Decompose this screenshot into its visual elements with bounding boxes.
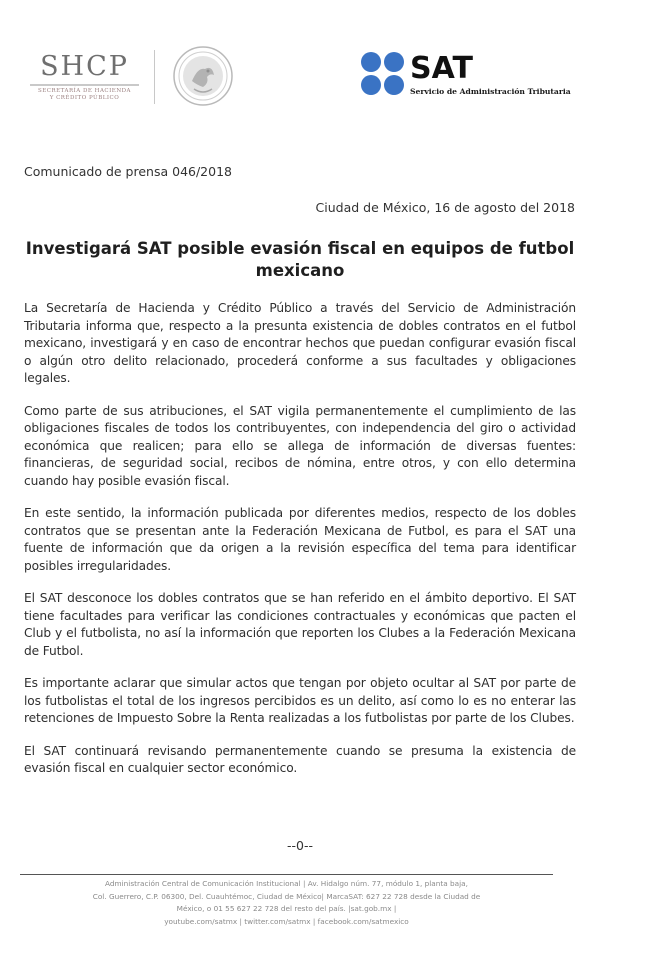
sat-acronym: SAT [410, 51, 473, 86]
shcp-acronym: SHCP [40, 51, 129, 82]
footer-line-2: Col. Guerrero, C.P. 06300, Del. Cuauhtémoc, Ciudad de México| MarcaSAT: 627 22 728 desde la Ciudad de [92, 891, 481, 901]
sat-logo-dots-icon [360, 51, 406, 97]
footer-contact [20, 878, 553, 928]
press-release-body [24, 300, 576, 793]
footer-line-4: youtube.com/satmx | twitter.com/satmx | facebook.com/satmexico [164, 916, 409, 926]
national-seal-icon [172, 45, 234, 107]
title-line-1: Investigará SAT posible evasión fiscal en equipos de futbol [25, 239, 575, 258]
body-paragraph-2: Como parte de sus atribuciones, el SAT vigila permanentemente el cumplimiento de las obligaciones fiscales de todos los contribuyentes, con independencia del giro o actividad económica que realicen; para ello se allega de información de diversas fuentes: financieras, de seguridad social, recibos de nómina, entre otros, y con ello determina cuando hay posible evasión fiscal. [24, 403, 576, 488]
body-paragraph-4: El SAT desconoce los dobles contratos que se han referido en el ámbito deportivo. El SAT tiene facultades para verificar las condiciones contractuales y económicas que pacten el Club y el futbolista, no así la información que reporten los Clubes a la Federación Mexicana de Futbol. [24, 591, 576, 658]
shcp-subtitle-line2: Y CRÉDITO PÚBLICO [49, 95, 120, 101]
place-and-date: Ciudad de México, 16 de agosto del 2018 [315, 200, 575, 215]
shcp-subtitle-line1: SECRETARÍA DE HACIENDA [37, 88, 132, 94]
body-paragraph-5: Es importante aclarar que simular actos que tengan por objeto ocultar al SAT por parte de los futbolistas el total de los ingresos percibidos es un delito, así como lo es no enterar las retenciones de Impuesto Sobre la Renta realizadas a los futbolistas por parte de los Clubes. [24, 676, 576, 725]
body-paragraph-6: El SAT continuará revisando permanentemente cuando se presuma la existencia de evasión fiscal en cualquier sector económico. [24, 743, 576, 775]
end-separator: --0-- [287, 838, 313, 853]
footer-line-3: México, o 01 55 627 22 728 del resto del país. |sat.gob.mx | [176, 904, 397, 913]
shcp-logo-rule [30, 84, 139, 86]
body-paragraph-3: En este sentido, la información publicada por diferentes medios, respecto de los dobles contratos que se presentan ante la Federación Mexicana de Futbol, es para el SAT una fuente de información que da origen a la revisión específica del tema para identificar posibles irregularidades. [24, 506, 576, 573]
footer-line-1: Administración Central de Comunicación Institucional | Av. Hidalgo núm. 77, módulo 1, planta baja, [105, 879, 468, 888]
footer-rule [20, 874, 553, 875]
press-release-title [24, 238, 576, 282]
title-line-2: mexicano [255, 261, 345, 280]
sat-subtitle: Servicio de Administración Tributaria [410, 87, 571, 96]
press-release-number: Comunicado de prensa 046/2018 [24, 164, 232, 179]
logo-divider [154, 50, 155, 104]
body-paragraph-1: La Secretaría de Hacienda y Crédito Público a través del Servicio de Administración Tributaria informa que, respecto a la presunta existencia de dobles contratos en el futbol mexicano, investigará y en caso de encontrar hechos que puedan configurar evasión fiscal o algún otro delito relacionado, procederá conforme a sus facultades y obligaciones legales. [24, 301, 576, 385]
shcp-logo [22, 52, 147, 102]
